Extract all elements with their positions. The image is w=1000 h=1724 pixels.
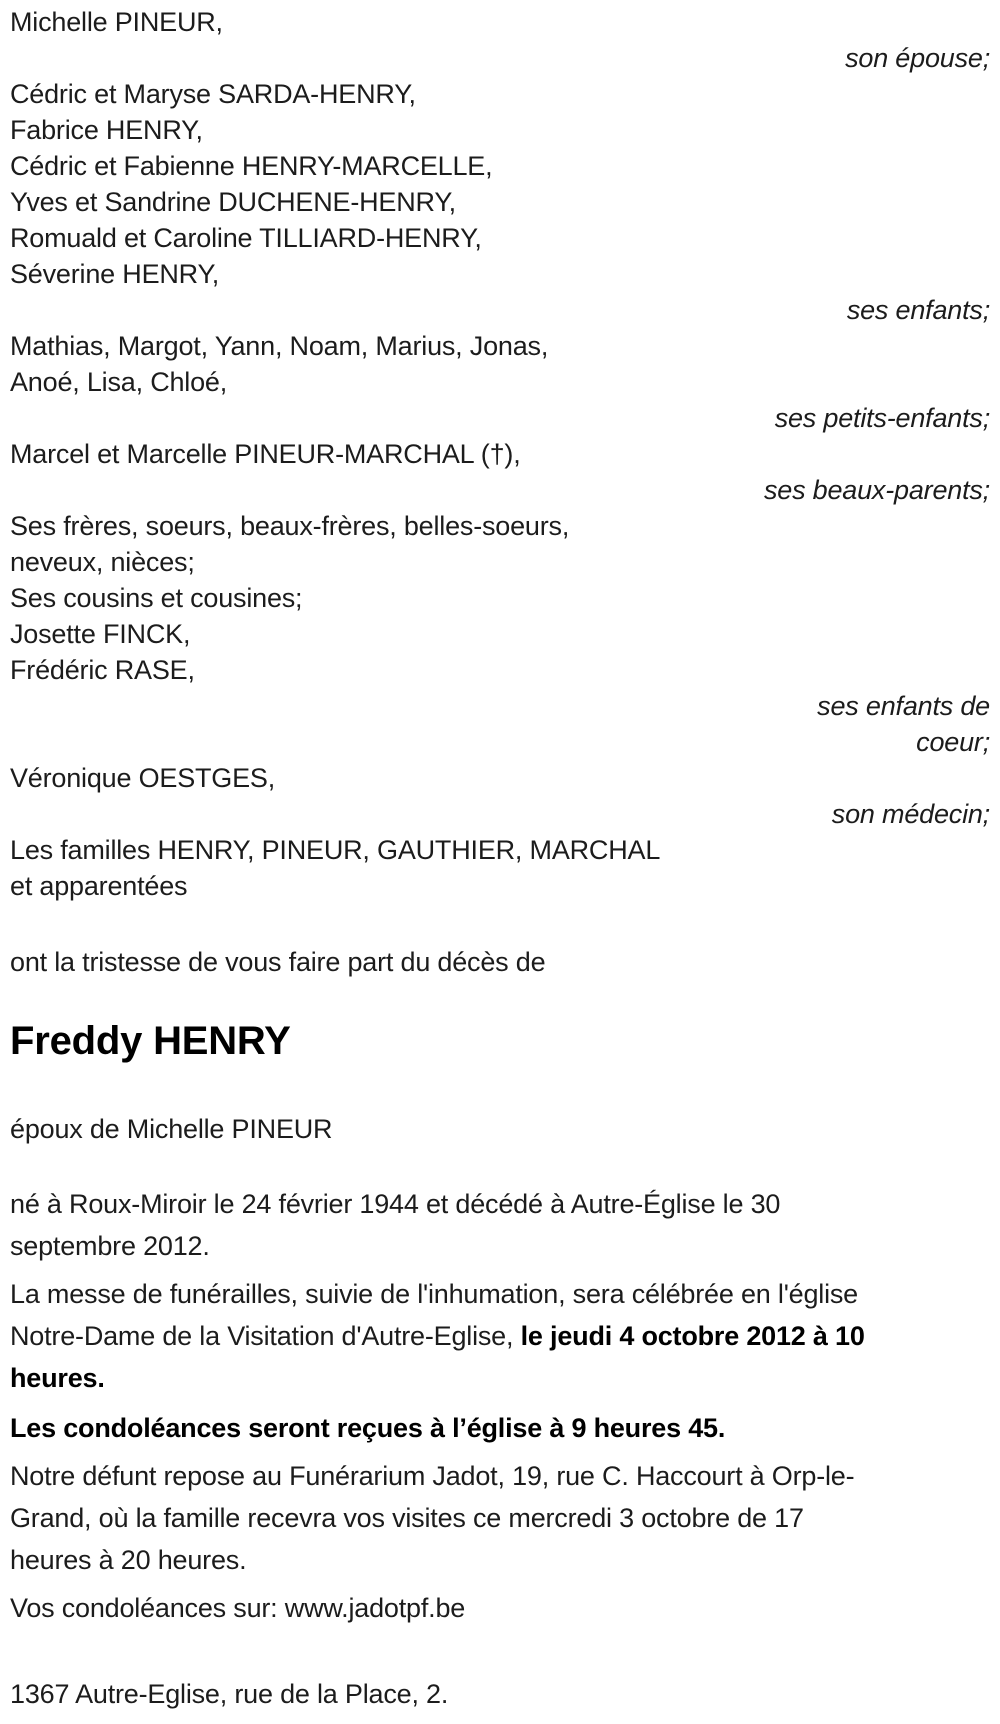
funeral-line: La messe de funérailles, suivie de l'inhumation, sera célébrée en l'église <box>10 1279 859 1309</box>
condolences-paragraph <box>10 1407 990 1449</box>
online-condolences-paragraph <box>10 1587 990 1629</box>
repose-paragraph <box>10 1455 990 1581</box>
mourner-name: Yves et Sandrine DUCHENE-HENRY, <box>10 187 456 217</box>
mourner-name: Marcel et Marcelle PINEUR-MARCHAL (†), <box>10 439 521 469</box>
mourner-name: Les familles HENRY, PINEUR, GAUTHIER, MARCHAL <box>10 835 661 865</box>
relation-label-doctor: son médecin; <box>831 799 990 829</box>
mourner-name: Cédric et Maryse SARDA-HENRY, <box>10 79 416 109</box>
funeral-datetime-bold: le jeudi 4 octobre 2012 à 10 <box>520 1321 865 1351</box>
mourner-name: Fabrice HENRY, <box>10 115 203 145</box>
repose-line: Notre défunt repose au Funérarium Jadot, 19, rue C. Haccourt à Orp-le- <box>10 1461 855 1491</box>
mourner-name: Ses frères, soeurs, beaux-frères, belles-soeurs, <box>10 511 570 541</box>
mourner-name: Cédric et Fabienne HENRY-MARCELLE, <box>10 151 493 181</box>
relation-label-grandchildren: ses petits-enfants; <box>774 403 990 433</box>
mourner-name: Ses cousins et cousines; <box>10 583 303 613</box>
relation-label-children-of-heart <box>10 688 990 760</box>
mourner-name: Mathias, Margot, Yann, Noam, Marius, Jonas, <box>10 331 549 361</box>
condolences-line-bold: Les condoléances seront reçues à l’église à 9 heures 45. <box>10 1413 726 1443</box>
funeral-line <box>10 1315 990 1357</box>
mourner-name: Véronique OESTGES, <box>10 763 276 793</box>
spouse-line: époux de Michelle PINEUR <box>10 1114 333 1144</box>
relation-label-spouse: son épouse; <box>845 43 990 73</box>
mourner-name: Josette FINCK, <box>10 619 191 649</box>
mourner-name: Michelle PINEUR, <box>10 7 223 37</box>
relation-label-children: ses enfants; <box>846 295 990 325</box>
mourner-name: neveux, nièces; <box>10 547 195 577</box>
birth-death-line: septembre 2012. <box>10 1231 210 1261</box>
repose-line: Grand, où la famille recevra vos visites ce mercredi 3 octobre de 17 <box>10 1503 804 1533</box>
funeral-paragraph <box>10 1273 990 1399</box>
mourner-name: Frédéric RASE, <box>10 655 195 685</box>
mourner-name: et apparentées <box>10 871 188 901</box>
mourner-name: Anoé, Lisa, Chloé, <box>10 367 228 397</box>
relation-label-parents-in-law: ses beaux-parents; <box>763 475 990 505</box>
address-line: 1367 Autre-Eglise, rue de la Place, 2. <box>10 1679 449 1709</box>
online-condolences-line: Vos condoléances sur: www.jadotpf.be <box>10 1593 466 1623</box>
announcement-line: ont la tristesse de vous faire part du décès de <box>10 947 546 977</box>
address-paragraph <box>10 1673 990 1715</box>
mourner-name: Séverine HENRY, <box>10 259 220 289</box>
repose-line: heures à 20 heures. <box>10 1545 247 1575</box>
relation-label-text: ses enfants de coeur; <box>817 691 990 757</box>
birth-death-line: né à Roux-Miroir le 24 février 1944 et décédé à Autre-Église le 30 <box>10 1189 781 1219</box>
deceased-name: Freddy HENRY <box>10 1019 291 1063</box>
funeral-line-regular: Notre-Dame de la Visitation d'Autre-Eglise, <box>10 1321 521 1351</box>
mourner-name: Romuald et Caroline TILLIARD-HENRY, <box>10 223 482 253</box>
birth-death-paragraph <box>10 1183 990 1267</box>
funeral-line-bold: heures. <box>10 1363 105 1393</box>
